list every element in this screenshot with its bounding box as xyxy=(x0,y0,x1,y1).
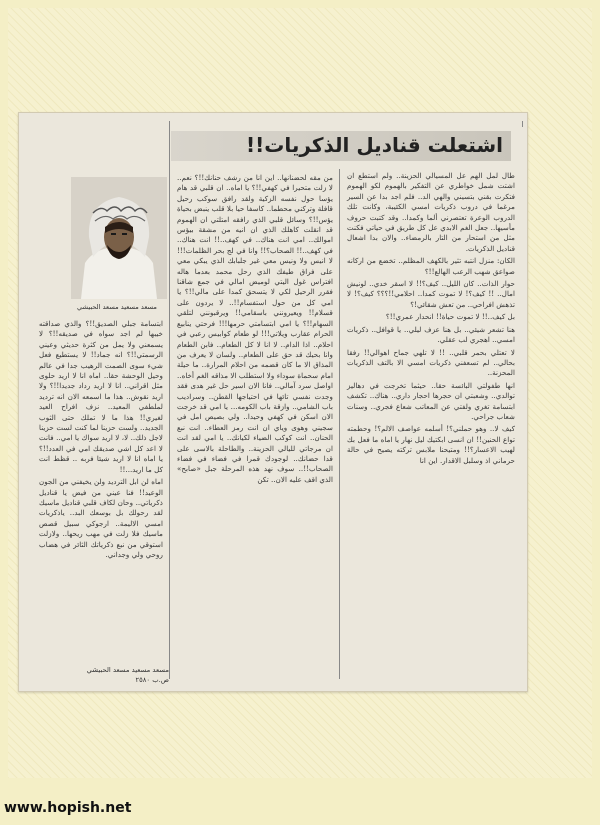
title-bar xyxy=(171,131,511,161)
paragraph: من مقه لحضنانها.. اين انا من رشف حنانك!!؟ نعم.. لا زلت متحيرا في كهفي!!؟ يا اماه.. ان قلبي قد هام يؤسا حول نفسه الزكية ولقد رافق سوكب رحيل قافلة وتركني محطما.. كاسفا حيا بلا قلب ينبض بحياة يؤس!!؟ وسائل قلبي الذي رافقه امتلتي ان الهموم قد انقلت كاهلك الذي ان انيه من مشقة بيؤس اموالك.. امي انت هناك.. في كهف..!! انت هناك.. في كهف..!! الصحاب؟!! وانا في لج بحر الظلمات!!! لا انيس ولا ونيس معي غير جلبابك الذي يبكي معي على فراق طيفك الذي رحل محمد بعدما هاله افتراس غول اليتي لوميض امالي في جمع شاقنا فقرر الرحيل لكي لا يتسحق كمدا على مالي!!؟ يا امي كل من حول استفسام!!.. لا يردون على قسلام!! ويعيرونني باسقامي!! ويرقبونني لتلقي السهام!!؟ يا امي ابتسامتي حرمها!!! فرحتي ينابيع الحرام عقارب ويلاتي!!! لو طعام كوابيس رعبي في احلام.. اذا الدام.. لا انا لا كل الطعام.. فابن الطعام وانا بحيك قد حق على الطعام.. ولسان لا يعرف من المذاق الا ما كان قضمه من احلام المرارة.. ما حيلة امام سحماة سوداء ولا استطلب الا مذاقه الغم أخاه.. اواصل سرد آمالي.. فانا الان اسير حل غير هدى فقد وجدت نفسي تائها في احتياجها القطن.. وسراديب باب الشامي.. وازقة باب الكومه... يا امي قد خرجت الان اسكن في كهفي وحيدا.. ولي بصيص امل في سجيني وهوى وياي ان انت رمز العطاء.. انت نبع الحنان.. انت كوكب الضياء لكيانك.. يا امي لقد انت ان مرجاتي لليالي الحزينة.. والطاحلة بالاسى على قدا حضانك.. لوجودك قمرا في فضاء في فضاء الصحاب!!.. سوف نهد هذه المرحلة جبل «صابح» الذي اقف عليه الان.. تكن xyxy=(177,173,333,484)
column-left xyxy=(39,319,163,562)
column-divider xyxy=(169,121,170,679)
paragraph: الكان: منزل انتبه تثير بالكهف المظلم.. تخضع من اركانه صواعق شهب الرعب الهالع!!؟ xyxy=(347,256,515,276)
paragraph: حوار الذات.. كان الليل.. كيف؟!! لا اسقر خدي.. لونيش امال.. !! كيف؟! لا تموت كمدا.. احلامي!!؟؟؟ كيف؟! لا تذهش افراحي.. من تعش شقائي!؟ xyxy=(347,279,515,309)
newspaper-clipping xyxy=(18,112,528,692)
photo-caption: مسعد مسعيد مسعد الحبيشي xyxy=(77,303,157,311)
column-middle xyxy=(177,173,333,487)
paragraph: بل كيف..!! لا تموت حياة!! انحدار عمري!!؟ xyxy=(385,312,515,322)
paragraph: اماه لن ابل الترديد ولن يخيفني من الجون الوعيد!! فنا عيني من فيض يا قناديل ذكرياتي.. وحان لكاف قلبي قناديل ماسيك لقد رحولك بل بوسعك البد.. ياذكريات امسي الاليمة.. ارجوكي سبيل قصص ماسيك فلا زلت في مهب ريحها.. ولازلت استوقي من نبع ذكرياتك الثائر في هضاب روحي ولي وجداني. xyxy=(39,477,163,559)
signature-name: مسعد مسعيد مسعد الحبيشي xyxy=(86,666,169,674)
column-divider xyxy=(339,169,340,679)
paragraph: طال لمل الهم عل المسيالي الحزينة.. ولم استطع ان اشتت شمل خواطري عن التفكير بالهموم لكو الهموم فتكرت بقني بتسيني والهي الد.. فلم اجد بدا عن السير مرغما في دروب ذكريات امسي الكئيبة، وكانت تلك الدروب الوعرة تعتصرني ألما وكمدا.. وقد كتبت حروف مأسيها.. جعل الغم الابدي عل كل طريق في حياتي فكنت مثل من استحار من التار بالرمضاء.. والان بدا اشعال قناديل الذكريات. xyxy=(347,171,515,253)
column-right xyxy=(347,171,515,468)
paragraph: هنا تشعر شيئي.. بل هنا عزف ليلي.. يا قوافل.. ذكريات امسي.. اهجري لب عقلي. xyxy=(347,324,515,345)
site-watermark: www.hopish.net xyxy=(4,800,132,816)
paragraph: كيف لا.. وهو حملني؟! أسلمه عواصف الالم؟! وحطمته تواع الحنين!! ان انسى ابكتيك ليل نهار يا اماه ما فعل بك لهيب الاعسار؟!! ومتيحنا ملابس تركته يصيح في حالة حرماني اذ وسلبل الاقدار. اين انا xyxy=(347,424,515,465)
author-photo xyxy=(71,177,167,299)
portrait-image xyxy=(71,177,167,299)
author-signature xyxy=(53,665,169,685)
paragraph: ابتسامة جبلي الصديق!!؟ والذي صداقته خيبها لم اجد سواه في صديقه!!؟ لا يسمعني ولا يمل من كثرة حديثي وعيني الرسمتي!!؟ انه جماد!! لا يستطيع فعل شيء سوى الصمت الرهيب جدا في عالم وحيل الوحشة حقا.. اماه انا لا اريد حلوى مثل اقراني.. انا لا اريد رداد جديدا!!؟ ولا اريد نقوش.. هذا ما اسمعه الان انه ترديد لملطفي المعيد.. نزف افراح العيد لغيري!! هذا ما لا تملك حتى الثوب الجديد.. ولست حزينا لما كنت لست حزينا لاجل ذلك.. لا، لا اريد سواك يا امي.. فانت لا اعد كل اشي صديقك امي في العدد!!؟ يا اماه انا لا اريد شيئا فربه .. قظط انت كل ما اريد...!! xyxy=(39,319,163,474)
corner-mark xyxy=(522,121,523,127)
paragraph: لا تعتلي بحمر قلبي.. !! لا تلهي جماح اهوالي!! رفقا بحالي.. لم تسعفني ذكريات امسي الا بالتف الذكريات المحزنة.. xyxy=(347,347,515,378)
po-box: ص.ب ٢٥٨٠ xyxy=(135,676,169,684)
article-title: اشتعلت قناديل الذكريات!! xyxy=(246,133,503,157)
paragraph: انها طفولتي البائسة حقا.. حيثما تخرجت في دهاليز توالدي.. وشعبتي ان حجرها احجار داري.. هناك.. تكشف ابتسامة تغري ولفتي عن المعاتب شعاع فجري.. وسنات شعاب جراحي. xyxy=(347,380,515,421)
